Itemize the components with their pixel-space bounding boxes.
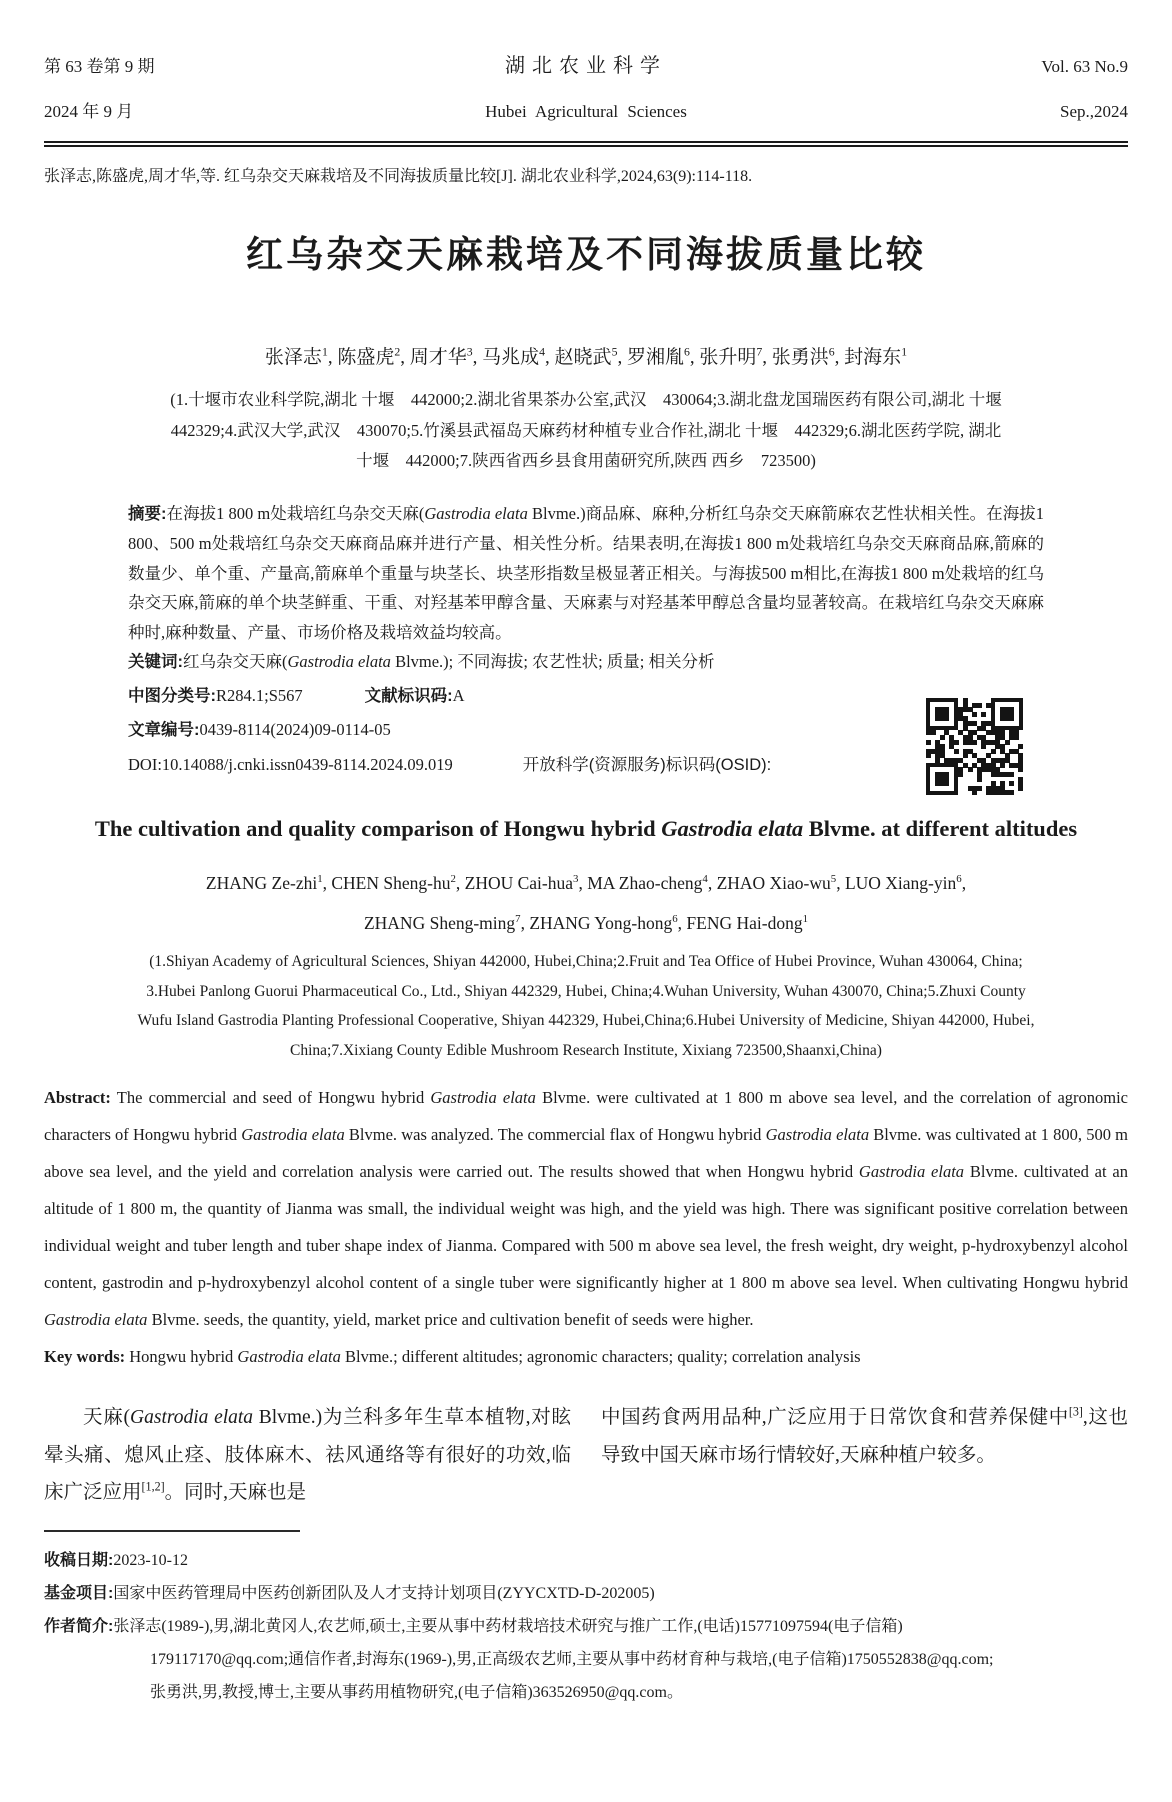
affiliation-en-line: 3.Hubei Panlong Guorui Pharmaceutical Co., Ltd., Shiyan 442329, Hubei, China;4.Wuhan University, Wuhan 430070, China;5.Zhuxi County xyxy=(146,982,1026,1000)
date-cn: 2024 年 9 月 xyxy=(44,102,134,121)
authors-en xyxy=(0,863,1172,943)
clc-line xyxy=(128,681,1044,712)
authors-cn: 张泽志$^1$, 陈盛虎$^2$, 周才华$^3$, 马兆成$^4$, 赵晓武$^5$, 罗湘胤$^6$, 张升明$^7$, 张勇洪$^6$, 封海东$^1$ xyxy=(264,345,908,368)
affiliation-cn-line: (1.十堰市农业科学院,湖北 十堰 442000;2.湖北省果茶办公室,武汉 430064;3.湖北盘龙国瑞医药有限公司,湖北 十堰 xyxy=(170,390,1002,409)
article-title-en: The cultivation and quality comparison of Hongwu hybrid Gastrodia elata Blvme. at different altitudes xyxy=(94,816,1078,841)
affiliation-en-line: Wufu Island Gastrodia Planting Professional Cooperative, Shiyan 442329, Hubei,China;6.Hubei University of Medicine, Shiyan 442000, Hubei, xyxy=(137,1012,1035,1029)
affiliation-cn-line: 十堰 442000;7.陕西省西乡县食用菌研究所,陕西 西乡 723500) xyxy=(356,451,816,470)
author-bio-text: 张泽志(1989-),男,湖北黄冈人,农艺师,硕士,主要从事中药材栽培技术研究与推广工作,(电话)15771097594(电子信箱) xyxy=(113,1617,903,1635)
authors-en-line: ZHANG Ze-zhi$^1$, CHEN Sheng-$hu^2$, ZHOU Cai-hua$^3$, MA Zhao-cheng$^4$, ZHAO Xiao-$wu^5$, LUO Xiang-yin$^6$, xyxy=(205,873,967,893)
body-paragraph: 中国药食两用品种,广泛应用于日常饮食和营养保健中[3],这也导致中国天麻市场行情较好,天麻种植户较多。 xyxy=(601,1404,1128,1466)
abstract-en xyxy=(44,1079,1128,1338)
osid-label: 开放科学(资源服务)标识码(OSID): xyxy=(522,755,772,774)
affiliations-cn xyxy=(0,385,1172,477)
author-bio-line: 179117170@qq.com;通信作者,封海东(1969-),男,正高级农艺师,主要从事中药材育种与栽培,(电子信箱)1750552838@qq.com; xyxy=(150,1650,994,1668)
body-column-right xyxy=(601,1399,1128,1512)
journal-name-en: Hubei Agricultural Sciences xyxy=(485,102,687,121)
body-column-left xyxy=(44,1399,571,1512)
footnotes xyxy=(44,1544,1128,1709)
header-divider xyxy=(44,141,1128,147)
article-id-label: 文章编号: xyxy=(128,721,200,739)
keywords-label-en: Key words: xyxy=(44,1347,126,1366)
fund-value: 国家中医药管理局中医药创新团队及人才支持计划项目(ZYYCXTD-D-202005) xyxy=(113,1584,655,1602)
volume-issue-cn: 第 63 卷第 9 期 xyxy=(44,57,155,76)
article-id-line xyxy=(128,715,1044,746)
abstract-text-cn: 在海拔1 800 m处栽培红乌杂交天麻(Gastrodia elata Blvme.)商品麻、麻种,分析红乌杂交天麻箭麻农艺性状相关性。在海拔1 800、500 m处栽培红乌杂交天麻商品麻并进行产量、相关性分析。结果表明,在海拔1 800 m处栽培红乌杂交天麻商品麻,箭麻的数量少、单个重、产量高,箭麻单个重量与块茎长、块茎形指数呈极显著正相关。与海拔500 m相比,在海拔1 800 m处栽培的红乌杂交天麻,箭麻的单个块茎鲜重、干重、对羟基苯甲醇含量、天麻素与对羟基苯甲醇总含量均显著较高。在栽培红乌杂交天麻麻种时,麻种数量、产量、市场价格及栽培效益均较高。 xyxy=(128,503,1044,642)
received-date-line xyxy=(44,1544,1128,1577)
clc-label: 中图分类号: xyxy=(128,686,216,705)
authors-en-line: ZHANG Sheng-ming$^7$, ZHANG Yong-hong$^6$, FENG Hai-dong$^1$ xyxy=(363,913,809,933)
affiliation-en-line: (1.Shiyan Academy of Agricultural Sciences, Shiyan 442000, Hubei,China;2.Fruit and Tea Office of Hubei Province, Wuhan 430064, China; xyxy=(149,953,1023,970)
keywords-label-cn: 关键词: xyxy=(128,653,183,671)
affiliations-en xyxy=(0,947,1172,1065)
journal-name-cn: 湖北农业科学 xyxy=(505,55,667,77)
abstract-text-en: The commercial and seed of Hongwu hybrid Gastrodia elata Blvme. were cultivated at 1 800 m above sea level, and the correlation of agronomic characters of Hongwu hybrid Gastrodia elata Blvme. was analyzed. The commercial flax of Hongwu hybrid Gastrodia elata Blvme. was cultivated at 1 800, 500 m above sea level, and the yield and correlation analysis were carried out. The results showed that when Hongwu hybrid Gastrodia elata Blvme. cultivated at an altitude of 1 800 m, the quantity of Jianma was small, the individual weight was high, and the yield was high. There was significant positive correlation between individual weight and tuber length and tuber shape index of Jianma. Compared with 500 m above sea level, the fresh weight, dry weight, p-hydroxybenzyl alcohol content, gastrodin and p-hydroxybenzyl alcohol content of a single tuber were significantly higher at 1 800 m above sea level. When cultivating Hongwu hybrid Gastrodia elata Blvme. seeds, the quantity, yield, market price and cultivation benefit of seeds were higher. xyxy=(44,1088,1128,1329)
keywords-text-en: Hongwu hybrid Gastrodia elata Blvme.; different altitudes; agronomic characters; quality; correlation analysis xyxy=(125,1347,861,1366)
affiliation-en-line: China;7.Xixiang County Edible Mushroom Research Institute, Xixiang 723500,Shaanxi,China) xyxy=(290,1041,882,1059)
body-paragraph: 天麻(Gastrodia elata Blvme.)为兰科多年生草本植物,对眩晕头痛、熄风止痉、肢体麻木、祛风通络等有很好的功效,临床广泛应用[1,2]。同时,天麻也是 xyxy=(44,1407,571,1503)
citation-line: 张泽志,陈盛虎,周才华,等. 红乌杂交天麻栽培及不同海拔质量比较[J]. 湖北农业科学,2024,63(9):114-118. xyxy=(44,168,753,185)
header-left xyxy=(44,44,254,134)
article-title-cn: 红乌杂交天麻栽培及不同海拔质量比较 xyxy=(246,234,926,275)
volume-issue-en: Vol. 63 No.9 xyxy=(1041,57,1128,76)
doc-code-label: 文献标识码: xyxy=(364,686,453,705)
header-right xyxy=(918,44,1128,134)
keywords-text-cn: 红乌杂交天麻(Gastrodia elata Blvme.); 不同海拔; 农艺性状; 质量; 相关分析 xyxy=(183,652,715,671)
doi-value: DOI:10.14088/j.cnki.issn0439-8114.2024.09.019 xyxy=(128,754,453,774)
author-bio-line: 张勇洪,男,教授,博士,主要从事药用植物研究,(电子信箱)363526950@qq.com。 xyxy=(150,1683,683,1701)
article-id-value: 0439-8114(2024)09-0114-05 xyxy=(199,720,391,739)
keywords-cn xyxy=(128,647,1044,678)
abstract-label-cn: 摘要: xyxy=(128,504,167,523)
body-columns xyxy=(44,1399,1128,1512)
author-bio-line xyxy=(44,1610,1128,1643)
abstract-block-cn xyxy=(128,499,1044,781)
abstract-label-en: Abstract: xyxy=(44,1088,111,1107)
abstract-cn xyxy=(128,499,1044,648)
fund-line xyxy=(44,1577,1128,1610)
header-center xyxy=(254,44,918,134)
affiliation-cn-line: 442329;4.武汉大学,武汉 430070;5.竹溪县武福岛天麻药材种植专业合作社,湖北 十堰 442329;6.湖北医药学院, 湖北 xyxy=(170,420,1002,440)
osid-qr-code xyxy=(926,698,1023,795)
doi-line xyxy=(128,750,1044,781)
fund-label: 基金项目: xyxy=(44,1584,114,1602)
keywords-en xyxy=(44,1338,1128,1375)
footnote-divider xyxy=(44,1530,300,1532)
date-en: Sep.,2024 xyxy=(1060,102,1128,121)
received-date-label: 收稿日期: xyxy=(44,1551,114,1569)
clc-value: R284.1;S567 xyxy=(216,685,303,705)
author-bio-label: 作者简介: xyxy=(44,1617,114,1635)
received-date-value: 2023-10-12 xyxy=(113,1551,188,1569)
doc-code-value: A xyxy=(452,685,465,705)
journal-header xyxy=(0,0,1172,134)
